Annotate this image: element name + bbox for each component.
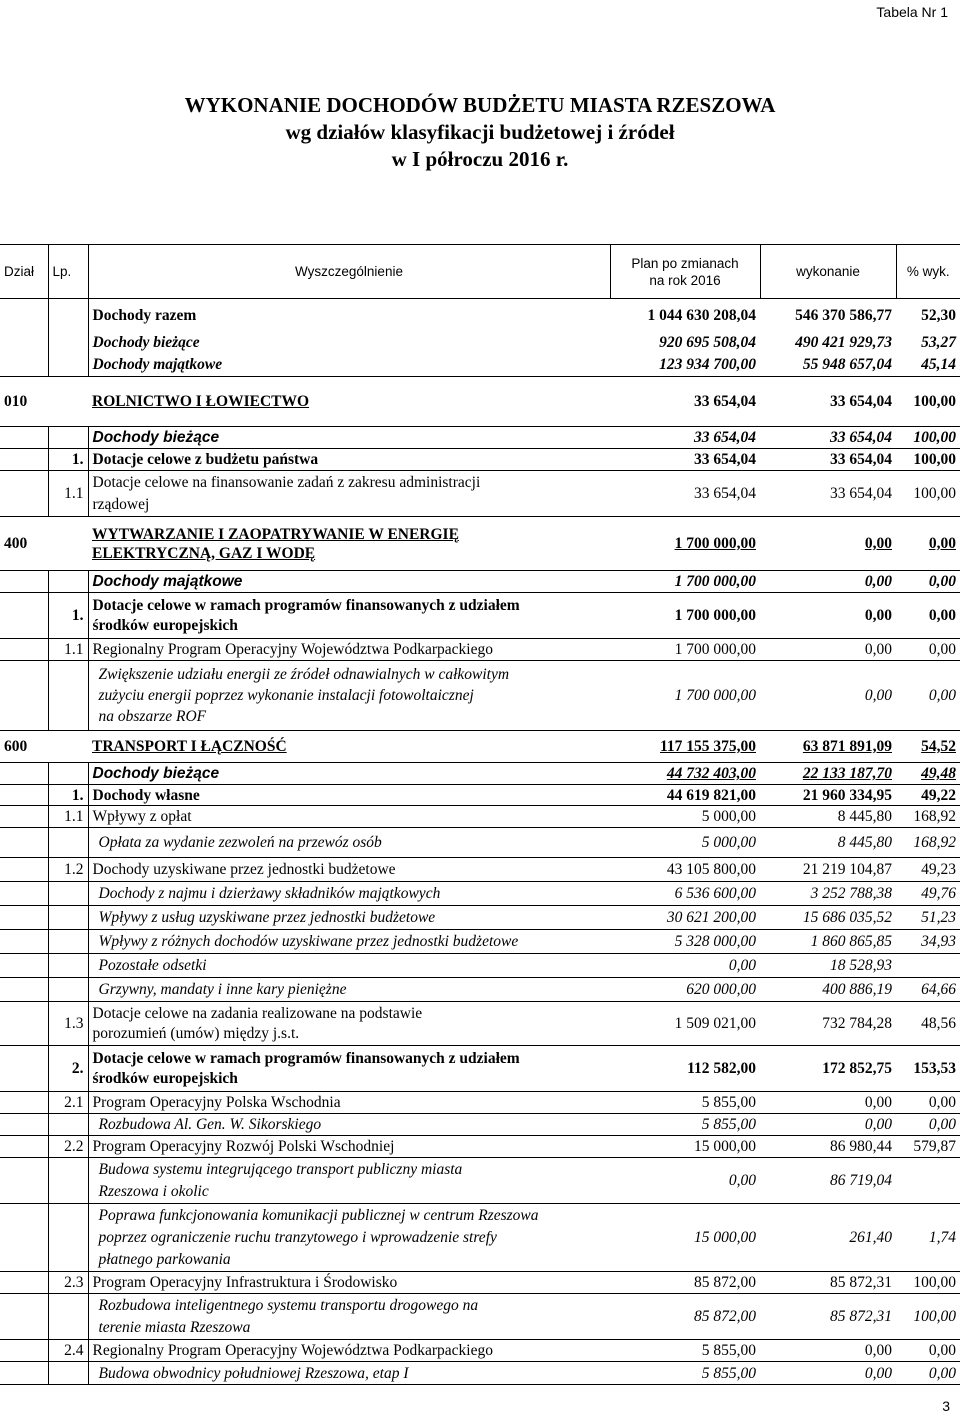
table-row: 1. Dotacje celowe w ramach programów finansowanych z udziałem środków europejskich 1 700 000,00 0,00 0,00: [0, 593, 960, 639]
summary-majatkowe-wyk: 55 948 657,04: [760, 353, 896, 377]
table-row: 2.4 Regionalny Program Operacyjny Województwa Podkarpackiego 5 855,00 0,00 0,00: [0, 1340, 960, 1362]
table-row: Rozbudowa Al. Gen. W. Sikorskiego 5 855,00 0,00 0,00: [0, 1114, 960, 1136]
section-010-plan: 33 654,04: [610, 377, 760, 427]
table-row: Pozostałe odsetki 0,00 18 528,93: [0, 954, 960, 978]
header-plan: [610, 245, 760, 299]
summary-razem-wyk: 546 370 586,77: [795, 307, 892, 325]
table-row: 1.3 Dotacje celowe na zadania realizowane na podstawie porozumień (umów) między j.s.t. 1 509 021,00 732 784,28 48,56: [0, 1002, 960, 1046]
header-lp: Lp.: [48, 245, 88, 299]
section-600-label: TRANSPORT I ŁĄCZNOŚĆ: [88, 731, 610, 763]
section-010-biezace-row: [0, 427, 960, 449]
header-dzial: Dział: [0, 245, 48, 299]
title-line-3: w I półroczu 2016 r.: [391, 147, 569, 171]
section-400-label: WYTWARZANIE I ZAOPATRYWANIE W ENERGIĘ ELEKTRYCZNĄ, GAZ I WODĘ: [88, 517, 610, 571]
document-title: [0, 92, 960, 173]
section-010-code: 010: [0, 377, 48, 427]
revenue-table: [0, 244, 960, 1385]
table-row: 1.1 Regionalny Program Operacyjny Województwa Podkarpackiego 1 700 000,00 0,00 0,00: [0, 639, 960, 661]
table-row: 2.1 Program Operacyjny Polska Wschodnia 5 855,00 0,00 0,00: [0, 1092, 960, 1114]
summary-biezace-plan: 920 695 508,04: [659, 334, 756, 351]
header-row: [0, 245, 960, 299]
summary-razem-plan: 1 044 630 208,04: [647, 307, 756, 325]
section-010-biezace-label: Dochody bieżące: [88, 427, 610, 449]
summary-biezace-proc: 53,27: [921, 334, 956, 351]
table-row: Wpływy z różnych dochodów uzyskiwane przez jednostki budżetowe 5 328 000,00 1 860 865,85 34,93: [0, 930, 960, 954]
section-010-proc: 100,00: [896, 377, 960, 427]
table-row: Rozbudowa inteligentnego systemu transportu drogowego na terenie miasta Rzeszowa 85 872,00 85 872,31 100,00: [0, 1294, 960, 1340]
table-row: 1.1 Wpływy z opłat 5 000,00 8 445,80 168,92: [0, 806, 960, 828]
header-plan-line2: na rok 2016: [649, 272, 721, 288]
table-row: 1.1 Dotacje celowe na finansowanie zadań z zakresu administracji rządowej 33 654,04 33 654,04 100,00: [0, 471, 960, 517]
table-row: Opłata za wydanie zezwoleń na przewóz osób 5 000,00 8 445,80 168,92: [0, 828, 960, 858]
table-row: Grzywny, mandaty i inne kary pieniężne 620 000,00 400 886,19 64,66: [0, 978, 960, 1002]
section-400-majatkowe-row: Dochody majątkowe 1 700 000,00 0,00 0,00: [0, 571, 960, 593]
section-600-code: 600: [0, 731, 48, 763]
summary-razem-label: Dochody razem: [92, 307, 197, 325]
table-row: Zwiększenie udziału energii ze źródeł odnawialnych w całkowitym zużyciu energii poprzez wykonanie instalacji fotowoltaicznej na obszarze ROF 1 700 000,00 0,00 0,00: [0, 661, 960, 731]
section-010-row: [0, 377, 960, 427]
summary-majatkowe-plan: 123 934 700,00: [610, 353, 760, 377]
title-line-1: WYKONANIE DOCHODÓW BUDŻETU MIASTA RZESZOWA: [184, 93, 776, 117]
table-row: 1.2 Dochody uzyskiwane przez jednostki budżetowe 43 105 800,00 21 219 104,87 49,23: [0, 858, 960, 882]
table-row: Wpływy z usług uzyskiwane przez jednostki budżetowe 30 621 200,00 15 686 035,52 51,23: [0, 906, 960, 930]
page-number: 3: [942, 1398, 950, 1414]
table-number-label: Tabela Nr 1: [876, 4, 948, 20]
table-row: Poprawa funkcjonowania komunikacji publicznej w centrum Rzeszowa poprzez ograniczenie ruchu tranzytowego i wprowadzenie strefy płatnego parkowania 15 000,00 261,40 1,74: [0, 1204, 960, 1272]
header-plan-line1: Plan po zmianach: [631, 255, 739, 271]
section-600-biezace-row: Dochody bieżące 44 732 403,00 22 133 187,70 49,48: [0, 763, 960, 785]
summary-biezace-row: [0, 333, 960, 353]
section-400-row: 400 WYTWARZANIE I ZAOPATRYWANIE W ENERGIĘ ELEKTRYCZNĄ, GAZ I WODĘ 1 700 000,00 0,00 0,00: [0, 517, 960, 571]
header-opis: Wyszczególnienie: [88, 245, 610, 299]
table-row: Dochody z najmu i dzierżawy składników majątkowych 6 536 600,00 3 252 788,38 49,76: [0, 882, 960, 906]
header-proc: % wyk.: [896, 245, 960, 299]
table-row: Budowa systemu integrującego transport publiczny miasta Rzeszowa i okolic 0,00 86 719,04: [0, 1158, 960, 1204]
table-row: 2. Dotacje celowe w ramach programów finansowanych z udziałem środków europejskich 112 582,00 172 852,75 153,53: [0, 1046, 960, 1092]
table-row: 2.2 Program Operacyjny Rozwój Polski Wschodniej 15 000,00 86 980,44 579,87: [0, 1136, 960, 1158]
table-row: 1. Dotacje celowe z budżetu państwa 33 654,04 33 654,04 100,00: [0, 449, 960, 471]
table-row: 2.3 Program Operacyjny Infrastruktura i Środowisko 85 872,00 85 872,31 100,00: [0, 1272, 960, 1294]
section-010-wyk: 33 654,04: [760, 377, 896, 427]
section-400-code: 400: [0, 517, 48, 571]
section-600-row: 600 TRANSPORT I ŁĄCZNOŚĆ 117 155 375,00 63 871 891,09 54,52: [0, 731, 960, 763]
summary-biezace-label: Dochody bieżące: [92, 334, 200, 351]
section-010-label: ROLNICTWO I ŁOWIECTWO: [88, 377, 610, 427]
table-row: 1. Dochody własne 44 619 821,00 21 960 334,95 49,22: [0, 785, 960, 806]
summary-biezace-wyk: 490 421 929,73: [795, 334, 892, 351]
summary-majatkowe-row: [0, 353, 960, 377]
title-line-2: wg działów klasyfikacji budżetowej i źródeł: [285, 120, 675, 144]
section-010-biezace-wyk: 33 654,04: [760, 427, 896, 449]
summary-majatkowe-label: Dochody majątkowe: [88, 353, 610, 377]
summary-razem-proc: 52,30: [921, 307, 956, 325]
summary-razem-row: [0, 299, 960, 333]
header-wykonanie: wykonanie: [760, 245, 896, 299]
section-010-biezace-plan: 33 654,04: [610, 427, 760, 449]
section-010-biezace-proc: 100,00: [896, 427, 960, 449]
summary-majatkowe-proc: 45,14: [896, 353, 960, 377]
table-row: Budowa obwodnicy południowej Rzeszowa, etap I 5 855,00 0,00 0,00: [0, 1362, 960, 1385]
